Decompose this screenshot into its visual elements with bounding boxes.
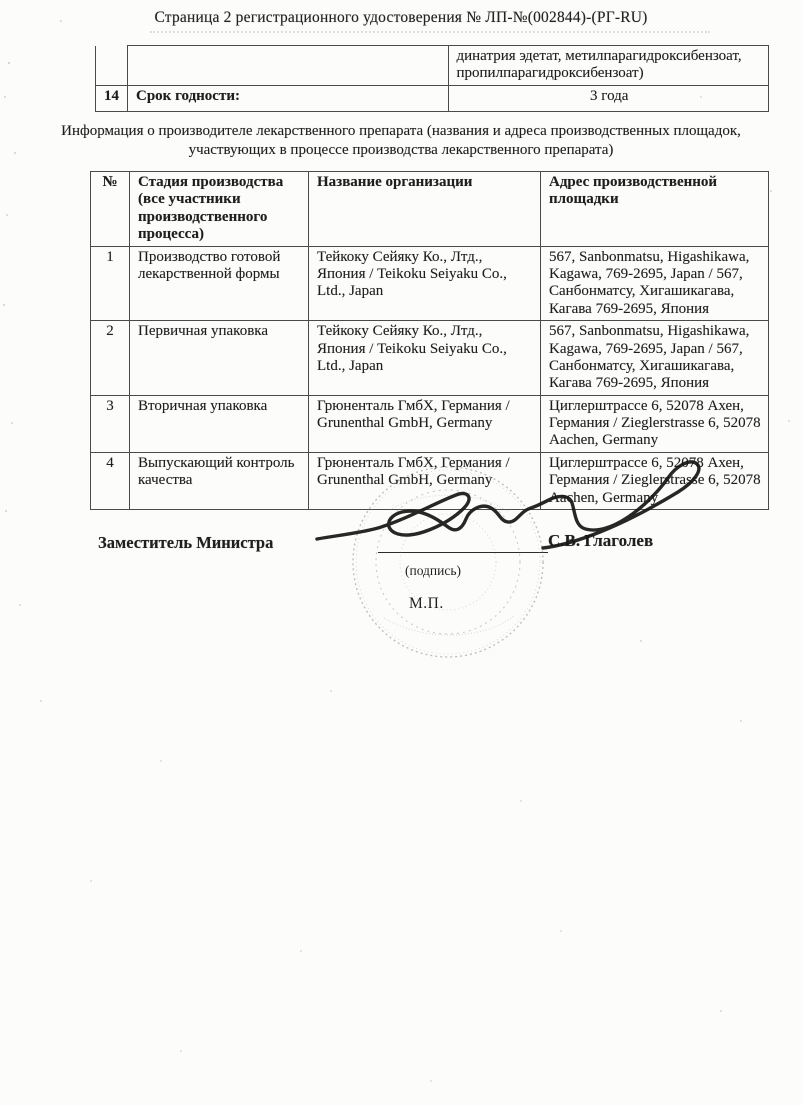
manufacturers-table [90, 171, 769, 510]
manufacturer-info-intro: Информация о производителе лекарственного препарата (названия и адреса производственных площадок, участвующих в процессе производства лекарственного препарата) [61, 123, 741, 158]
cell-number: 3 [91, 395, 130, 452]
cell-address: Циглерштрассе 6, 52078 Ахен, Германия / Zieglerstrasse 6, 52078 Aachen, Germany [541, 452, 769, 509]
row-value-cell: динатрия эдетат, метилпарагидроксибензоат, пропилпарагидроксибензоат) [448, 46, 769, 86]
cell-stage: Первичная упаковка [130, 321, 309, 396]
certificate-fields-table [95, 45, 769, 112]
table-row-primary-packaging [91, 321, 769, 396]
cell-stage: Выпускающий контроль качества [130, 452, 309, 509]
cell-stage: Вторичная упаковка [130, 395, 309, 452]
header-address: Адрес производственной площадки [541, 172, 769, 247]
seal-place-label: М.П. [409, 595, 444, 612]
cell-number: 2 [91, 321, 130, 396]
row-label-cell: Срок годности: [128, 85, 449, 111]
signature-caption: (подпись) [404, 563, 462, 578]
header-stage: Стадия производства (все участники производственного процесса) [130, 172, 309, 247]
cell-number: 4 [91, 452, 130, 509]
scan-smudge [150, 31, 710, 33]
row-label-cell [128, 46, 449, 86]
page-title: Страница 2 регистрационного удостоверения № ЛП-№(002844)-(РГ-RU) [154, 9, 648, 26]
cell-organization: Тейкоку Сейяку Ко., Лтд., Япония / Teikoku Seiyaku Co., Ltd., Japan [309, 246, 541, 321]
signature-line [378, 552, 548, 553]
cell-organization: Тейкоку Сейяку Ко., Лтд., Япония / Teikoku Seiyaku Co., Ltd., Japan [309, 321, 541, 396]
cell-organization: Грюненталь ГмбХ, Германия / Grunenthal GmbH, Germany [309, 395, 541, 452]
row-number-cell: 14 [96, 85, 128, 111]
table-row-quality-control [91, 452, 769, 509]
cell-stage: Производство готовой лекарственной формы [130, 246, 309, 321]
row-number-cell [96, 46, 128, 86]
table-row-excipients [96, 46, 769, 86]
table-header-row [91, 172, 769, 247]
cell-address: 567, Sanbonmatsu, Higashikawa, Kagawa, 769-2695, Japan / 567, Санбонматсу, Хигашикагава, Кагава 769-2695, Япония [541, 321, 769, 396]
signer-title: Заместитель Министра [98, 533, 274, 552]
header-organization: Название организации [309, 172, 541, 247]
table-row-secondary-packaging [91, 395, 769, 452]
cell-organization: Грюненталь ГмбХ, Германия / Grunenthal GmbH, Germany [309, 452, 541, 509]
scan-noise [0, 0, 2, 2]
cell-address: 567, Sanbonmatsu, Higashikawa, Kagawa, 769-2695, Japan / 567, Санбонматсу, Хигашикагава, Кагава 769-2695, Япония [541, 246, 769, 321]
cell-number: 1 [91, 246, 130, 321]
table-row-production [91, 246, 769, 321]
header-number: № [91, 172, 130, 247]
row-value-cell: 3 года [448, 85, 769, 111]
table-row-shelf-life [96, 85, 769, 111]
cell-address: Циглерштрассе 6, 52078 Ахен, Германия / Zieglerstrasse 6, 52078 Aachen, Germany [541, 395, 769, 452]
signer-name: С.В. Глаголев [548, 531, 654, 550]
